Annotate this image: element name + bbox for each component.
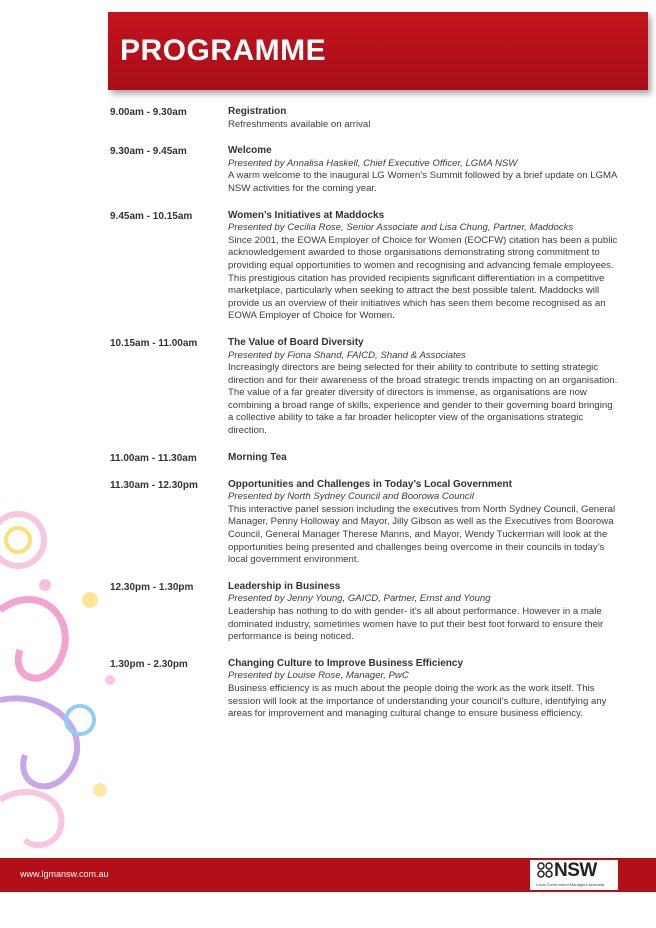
session-title: Opportunities and Challenges in Today’s Local Government — [228, 478, 512, 490]
session-presenter: Presented by Louise Rose, Manager, PwC — [228, 670, 409, 682]
session-time: 12.30pm - 1.30pm — [110, 581, 194, 593]
session-title: Registration — [228, 106, 287, 117]
session-local-government — [110, 479, 620, 567]
session-leadership — [110, 581, 620, 644]
session-presenter: Presented by Fiona Shand, FAICD, Shand & Associates — [228, 349, 466, 361]
session-time: 1.30pm - 2.30pm — [110, 658, 188, 670]
session-title: Welcome — [228, 145, 272, 157]
session-title: The Value of Board Diversity — [228, 336, 364, 348]
website-link[interactable]: www.lgmansw.com.au — [20, 869, 109, 879]
session-time: 11.30am - 12.30pm — [110, 479, 198, 491]
logo-text: NSW — [554, 860, 597, 881]
programme-schedule — [110, 106, 620, 735]
session-description: Since 2001, the EOWA Employer of Choice for Women (EOCFW) citation has been a public acknowledgement awarded to those organisations demonstrating strong commitment to providing equal opportunities to women and recognising and advancing female employees. This prestigious citation has provided recipients significant differentiation in a competitive marketplace, particularly when seeking to attract the best possible talent. Maddocks will provide us an overview of their initiatives which has seen them become recognised as an EOWA Employer of Choice for Women. — [228, 234, 618, 322]
session-registration — [110, 106, 620, 131]
session-changing-culture — [110, 658, 620, 721]
session-womens-initiatives — [110, 210, 620, 323]
footer-bar — [0, 858, 656, 892]
session-time: 11.00am - 11.30am — [110, 452, 197, 464]
session-title: Morning Tea — [228, 451, 287, 463]
session-presenter: Presented by Cecilia Rose, Senior Associate and Lisa Chung, Partner, Maddocks — [228, 222, 574, 234]
session-presenter: Presented by Annalisa Haskell, Chief Executive Officer, LGMA NSW — [228, 157, 518, 169]
session-title: Women’s Initiatives at Maddocks — [228, 209, 385, 221]
session-presenter: Presented by North Sydney Council and Boorowa Council — [228, 491, 474, 503]
session-welcome — [110, 145, 620, 195]
session-time: 9.30am - 9.45am — [110, 146, 187, 158]
session-presenter: Presented by Jenny Young, GAICD, Partner, Ernst and Young — [228, 593, 491, 605]
session-description: Refreshments available on arrival — [228, 118, 371, 130]
session-description: Leadership has nothing to do with gender- it’s all about performance. However in a male dominated industry, sometimes women have to put their best foot forward to ensure their performance is being noticed. — [228, 606, 604, 643]
session-title: Leadership in Business — [228, 580, 341, 592]
logo-subtitle: Local Government Managers Australia — [536, 882, 605, 887]
session-time: 10.15am - 11.00am — [110, 337, 198, 349]
title-banner — [108, 12, 648, 90]
lgma-logo-icon — [537, 862, 553, 878]
session-time: 9.45am - 10.15am — [110, 210, 193, 222]
session-time: 9.00am - 9.30am — [110, 107, 187, 118]
lgma-logo — [530, 860, 618, 890]
session-title: Changing Culture to Improve Business Efficiency — [228, 657, 464, 669]
session-description: This interactive panel session including the executives from North Sydney Council, General Manager, Penny Holloway and Mayor, Jilly Gibson as well as the Executives from Boorowa Council, General Manager Therese Manns, and Mayor, Wendy Tuckerman will look at the opportunities being presented and challenges being overcome in their councils in today’s local government environment. — [228, 503, 616, 566]
session-description: Business efficiency is as much about the people doing the work as the work itself. This session will look at the importance of understanding your council’s culture, identifying any areas for improvement and managing cultural change to ensure business efficiency. — [228, 682, 607, 720]
page-title: PROGRAMME — [120, 34, 327, 67]
session-board-diversity — [110, 337, 620, 438]
session-description: A warm welcome to the inaugural LG Women’s Summit followed by a brief update on LGMA NSW activities for the coming year. — [228, 170, 617, 194]
session-description: Increasingly directors are being selected for their ability to contribute to setting strategic direction and for their awareness of the broad strategic trends impacting on an organisation. The value of a far greater diversity of directors is immense, as organisations are now combining a broad range of skills, experience and gender to their governing board bringing a collective ability to take a far broader helicopter view of the organisations strategic direction. — [228, 362, 618, 437]
session-morning-tea — [110, 452, 620, 465]
